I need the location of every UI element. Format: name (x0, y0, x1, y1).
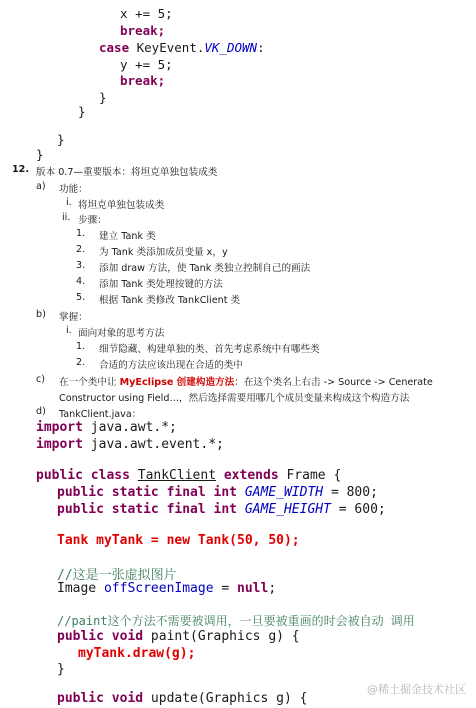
item-d-text: TankClient.java： (59, 409, 142, 420)
code-game-width: public static final int GAME_WIDTH = 800; (57, 485, 378, 500)
code-brace-1: } (99, 90, 107, 105)
code-paint-close-brace: } (57, 662, 65, 677)
code-update-method: public void update(Graphics g) { (57, 691, 308, 706)
item-a-text: 功能： (59, 184, 88, 195)
code-brace-3: } (57, 132, 65, 147)
b-step-2-text: 合适的方法应该出现在合适的类中 (99, 360, 243, 371)
item-b-label: b) (36, 309, 46, 320)
item-a-label: a) (36, 181, 46, 192)
item-12-number: 12. (12, 164, 29, 175)
item-b-i-label: i. (66, 325, 72, 336)
item-d-label: d) (36, 406, 46, 417)
item-c-label: c) (36, 374, 46, 385)
code-offscreen-image: Image offScreenImage = null; (57, 581, 277, 596)
item-c-line-2: Constructor using Field…，然后选择需要用哪几个成员变量来构成这个构造方法 (59, 393, 410, 404)
item-12-title: 版本 0.7—重要版本：将坦克单独包装成类 (36, 167, 218, 178)
code-line-case-down: case KeyEvent.VK_DOWN: (99, 40, 265, 55)
code-line-break-1: break; (120, 23, 166, 38)
code-import-awt-event: import java.awt.event.*; (36, 437, 224, 452)
code-line-break-2: break; (120, 73, 166, 88)
code-comment-virtual-image: //这是一张虚拟图片 (57, 568, 177, 583)
step-2-number: 2. (76, 244, 86, 255)
item-c-line-1: 在一个类中让 MyEclipse 创建构造方法：在这个类名上右击 -> Source -> Cenerate (59, 377, 433, 388)
code-brace-2: } (78, 104, 86, 119)
item-a-ii-label: ii. (62, 212, 71, 223)
step-5-text: 根据 Tank 类修改 TankClient 类 (99, 295, 241, 306)
step-3-text: 添加 draw 方法，使 Tank 类独立控制自己的画法 (99, 263, 311, 274)
code-tank-field: Tank myTank = new Tank(50, 50); (57, 533, 300, 548)
b-step-1-text: 细节隐藏、构建单独的类、首先考虑系统中有哪些类 (99, 344, 320, 355)
code-draw-call: myTank.draw(g); (78, 646, 196, 661)
step-2-text: 为 Tank 类添加成员变量 x，y (99, 247, 228, 258)
step-3-number: 3. (76, 260, 86, 271)
step-1-number: 1. (76, 228, 86, 239)
b-step-1-number: 1. (76, 341, 86, 352)
item-a-i-text: 将坦克单独包装成类 (78, 200, 165, 211)
b-step-2-number: 2. (76, 357, 86, 368)
step-4-text: 添加 Tank 类处理按键的方法 (99, 279, 223, 290)
code-comment-paint: //paint这个方法不需要被调用，一旦要被重画的时会被自动 调用 (57, 614, 415, 628)
code-paint-method: public void paint(Graphics g) { (57, 629, 300, 644)
item-b-i-text: 面向对象的思考方法 (78, 328, 165, 339)
step-1-text: 建立 Tank 类 (99, 231, 156, 242)
step-4-number: 4. (76, 276, 86, 287)
code-line-x-plus: x += 5; (120, 6, 173, 21)
code-game-height: public static final int GAME_HEIGHT = 600; (57, 502, 386, 517)
code-import-awt: import java.awt.*; (36, 420, 177, 435)
item-a-i-label: i. (66, 197, 72, 208)
item-b-text: 掌握： (59, 312, 88, 323)
code-class-declaration: public class TankClient extends Frame { (36, 468, 342, 483)
code-line-y-plus: y += 5; (120, 57, 173, 72)
watermark: @稀土掘金技术社区 (367, 683, 466, 696)
step-5-number: 5. (76, 292, 86, 303)
code-brace-4: } (36, 147, 44, 162)
item-a-ii-text: 步骤： (78, 215, 107, 226)
